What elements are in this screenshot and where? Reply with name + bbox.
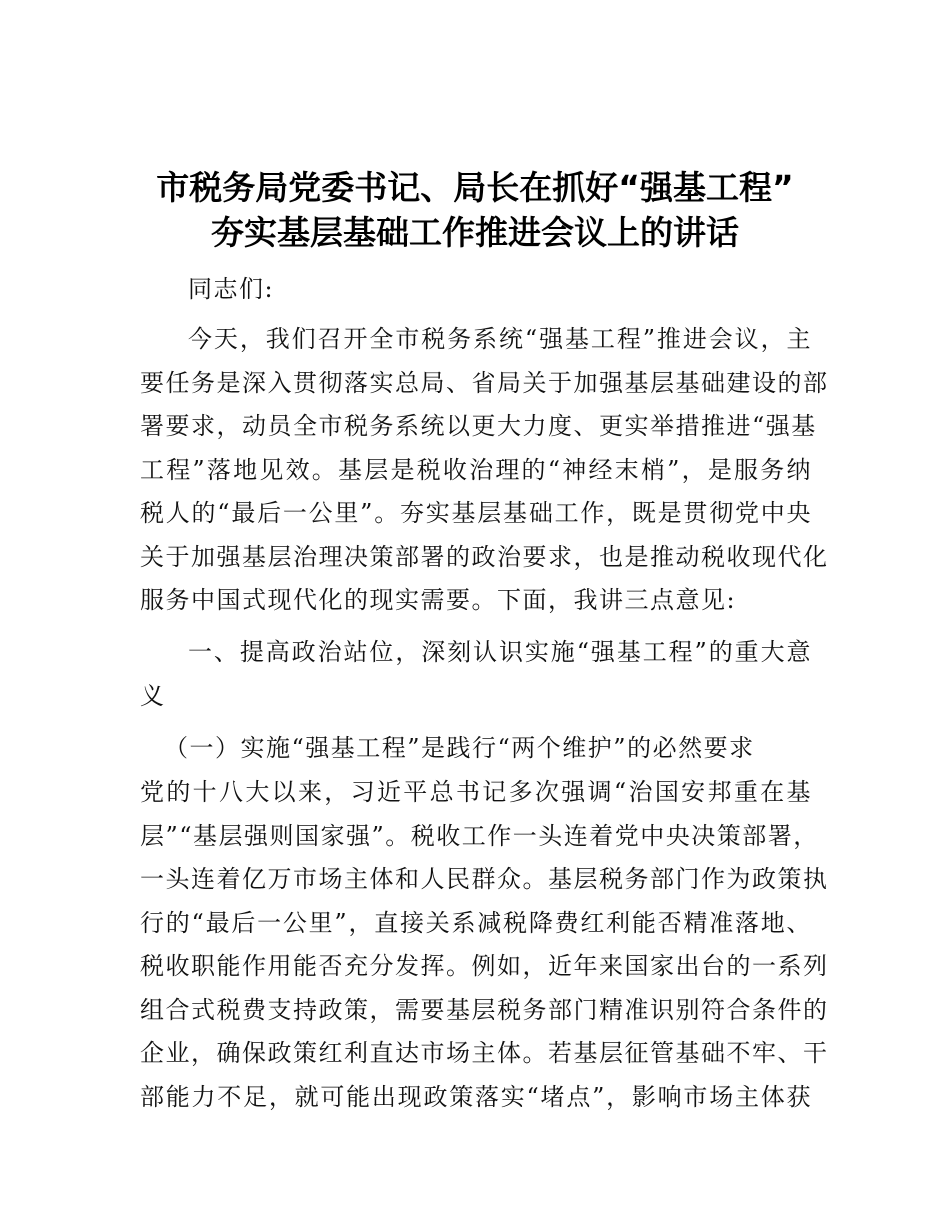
heading-line: 一、提高政治站位，深刻认识实施“强基工程”的重大意 — [188, 638, 812, 666]
text-line: 税收职能作用能否充分发挥。例如，近年来国家出台的一系列 — [140, 952, 829, 980]
text-line: 部能力不足，就可能出现政策落实“堵点”，影响市场主体获 — [140, 1082, 812, 1111]
text-line: 工程”落地见效。基层是税收治理的“神经末梢”，是服务纳 — [140, 455, 812, 484]
subheading-line: （一）实施“强基工程”是践行“两个维护”的必然要求 — [164, 734, 755, 762]
text-line: 党的十八大以来，习近平总书记多次强调“治国安邦重在基 — [140, 778, 812, 806]
text-line: 署要求，动员全市税务系统以更大力度、更实举措推进“强基 — [140, 412, 817, 440]
heading-line: 义 — [140, 681, 166, 710]
salutation — [140, 268, 812, 312]
text-line: 今天，我们召开全市税务系统“强基工程”推进会议，主 — [188, 325, 812, 353]
document-title-line-2: 夯实基层基础工作推进会议上的讲话 — [211, 213, 739, 252]
paragraph-2 — [140, 771, 829, 1119]
text-line: 税人的“最后一公里”。夯实基层基础工作，既是贯彻党中央 — [140, 499, 812, 527]
document-title-line-1: 市税务局党委书记、局长在抓好“强基工程” — [156, 168, 794, 207]
text-line: 行的“最后一公里”，直接关系减税降费红利能否精准落地、 — [140, 908, 812, 937]
section-heading-1 — [140, 631, 812, 718]
salutation-text: 同志们: — [188, 275, 275, 303]
text-line: 企业，确保政策红利直达市场主体。若基层征管基础不牢、干 — [140, 1039, 829, 1067]
text-line: 服务中国式现代化的现实需要。下面，我讲三点意见: — [140, 586, 737, 614]
paragraph-intro — [140, 318, 829, 623]
subheading-1 — [140, 727, 812, 771]
text-line: 要任务是深入贯彻落实总局、省局关于加强基层基础建设的部 — [140, 368, 829, 397]
text-line: 组合式税费支持政策，需要基层税务部门精准识别符合条件的 — [140, 995, 829, 1024]
text-line: 层”“基层强则国家强”。税收工作一头连着党中央决策部署， — [140, 821, 819, 850]
text-line: 一头连着亿万市场主体和人民群众。基层税务部门作为政策执 — [140, 865, 829, 893]
text-line: 关于加强基层治理决策部署的政治要求，也是推动税收现代化 — [140, 542, 829, 571]
